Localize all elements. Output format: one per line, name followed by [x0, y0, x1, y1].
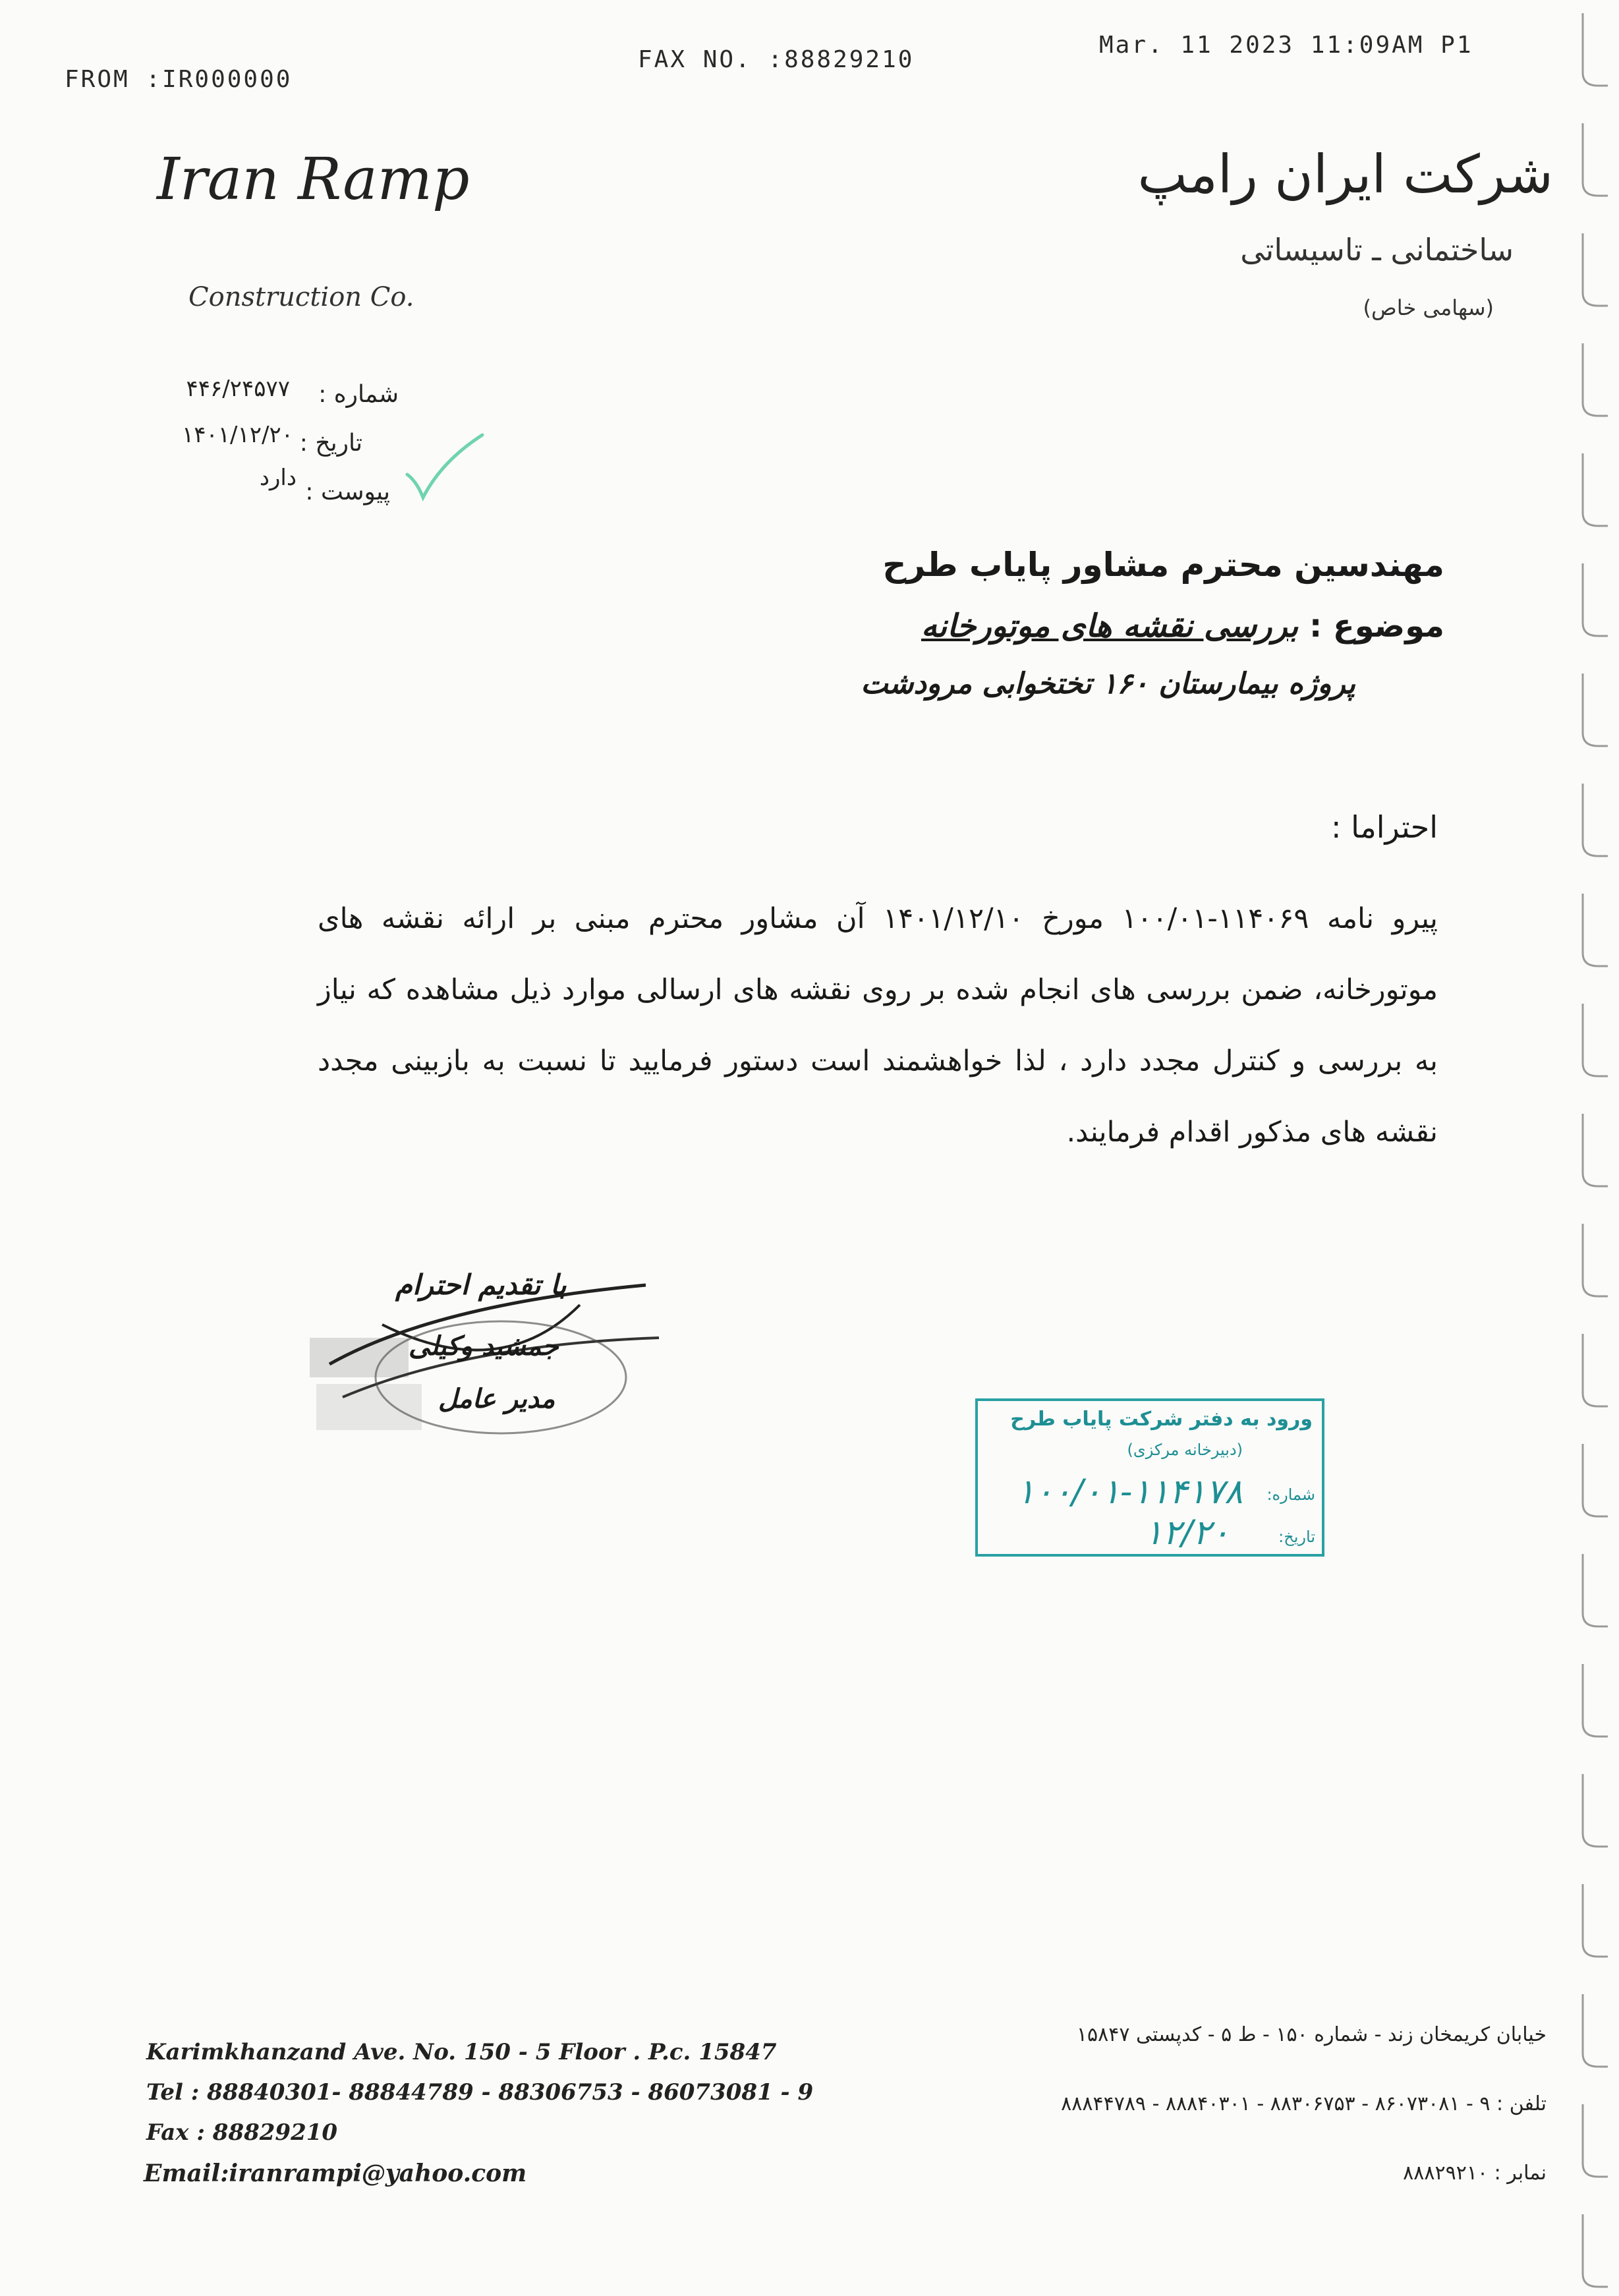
fax-number: FAX NO. :88829210 — [638, 46, 915, 73]
receipt-date-label: تاریخ: — [1278, 1528, 1315, 1546]
subject-text: بررسی نقشه های موتورخانه — [921, 608, 1299, 645]
letter-body: پیرو نامه ۱۱۴۰۶۹-۱۰۰/۰۱ مورخ ۱۴۰۱/۱۲/۱۰ آن مشاور محترم مبنی بر ارائه نقشه های موتورخانه، ضمن بررسی های انجام شده بر روی نقشه های ارسالی موارد ذیل مشاهده که نیاز به بررسی و کنترل مجدد دارد ، لذا خواهشمند است دستور فرمایید تا نسبت به بازبینی مجدد نقشه های مذکور اقدام فرمایند. — [318, 902, 1438, 1149]
signature-closing: با تقدیم احترام — [395, 1269, 567, 1301]
footer-fax-en: Fax : 88829210 — [146, 2119, 338, 2146]
receipt-stamp — [975, 1398, 1324, 1557]
fax-datetime: Mar. 11 2023 11:09AM P1 — [1099, 32, 1473, 59]
signature-name: جمشید وکیلی — [409, 1331, 559, 1362]
ref-date-label: تاریخ : — [299, 430, 362, 457]
binding-holes-icon — [1568, 0, 1619, 2296]
footer-address-fa: خیابان کریمخان زند - شماره ۱۵۰ - ط ۵ - کدپستی ۱۵۸۴۷ — [1076, 2023, 1547, 2046]
subject-line — [921, 608, 1444, 645]
ref-number-label: شماره : — [318, 381, 399, 408]
footer-tel-en: Tel : 88840301- 88844789 - 88306753 - 86073081 - 9 — [146, 2079, 814, 2106]
footer-fax-fa: نمابر : ۸۸۸۲۹۲۱۰ — [1403, 2162, 1547, 2185]
fax-from: FROM :IR000000 — [65, 66, 293, 93]
ref-attachment-label: پیوست : — [305, 478, 390, 505]
salutation: احتراما : — [1330, 809, 1438, 845]
company-name-en: Iran Ramp — [157, 145, 470, 213]
receipt-stamp-subtitle: (دبیرخانه مرکزی) — [1127, 1441, 1243, 1459]
company-type-fa: (سهامی خاص) — [1363, 295, 1494, 320]
ref-number-value: ۴۴۶/۲۴۵۷۷ — [186, 376, 290, 402]
project-title: پروژه بیمارستان ۱۶۰ تختخوابی مرودشت — [861, 667, 1355, 701]
checkmark-icon — [402, 428, 488, 507]
ref-attachment-value: دارد — [259, 465, 297, 491]
company-name-fa: شرکت ایران رامپ — [1137, 144, 1553, 205]
receipt-number-value: ۱۰۰/۰۱-۱۱۴۱۷۸ — [1016, 1472, 1243, 1512]
receipt-number-label: شماره: — [1266, 1485, 1315, 1504]
ref-date-value: ۱۴۰۱/۱۲/۲۰ — [181, 422, 293, 448]
company-sub-en: Construction Co. — [188, 282, 414, 312]
company-sub-fa: ساختمانی ـ تاسیساتی — [1240, 232, 1514, 268]
subject-label: موضوع : — [1309, 608, 1444, 645]
footer-email-en: Email:iranrampi@yahoo.com — [144, 2160, 527, 2187]
signature-title: مدیر عامل — [438, 1384, 555, 1414]
footer-tel-fa: تلفن : ۹ - ۸۶۰۷۳۰۸۱ - ۸۸۳۰۶۷۵۳ - ۸۸۸۴۰۳۰۱ - ۸۸۸۴۴۷۸۹ — [1061, 2092, 1547, 2115]
footer-address-en: Karimkhanzand Ave. No. 150 - 5 Floor . P.c. 15847 — [146, 2039, 777, 2065]
addressee: مهندسین محترم مشاور پایاب طرح — [882, 546, 1444, 584]
receipt-date-value: ۱۲/۲۰ — [1144, 1513, 1230, 1553]
receipt-stamp-title: ورود به دفتر شرکت پایاب طرح — [1010, 1408, 1313, 1431]
